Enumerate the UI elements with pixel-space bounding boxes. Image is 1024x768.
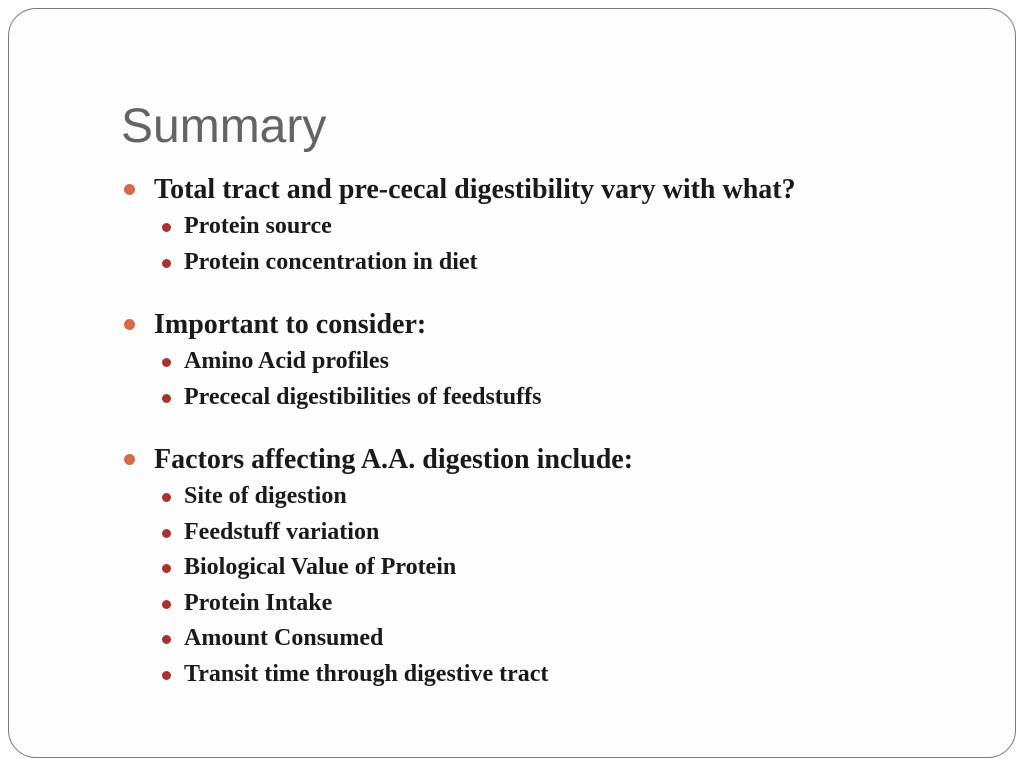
bullet-section-3 [121, 441, 1001, 692]
sub-bullet-text: Prececal digestibilities of feedstuffs [184, 383, 542, 410]
sub-bullet-item [154, 657, 1001, 693]
sub-bullet-item [154, 515, 1001, 551]
sub-bullet-dot-icon [162, 394, 171, 403]
bullet-dot-icon [124, 319, 135, 330]
sub-bullet-text: Protein Intake [184, 589, 333, 616]
sub-bullet-text: Amount Consumed [184, 625, 384, 651]
sub-bullet-dot-icon [162, 259, 171, 268]
sub-bullet-item [154, 550, 1001, 586]
sub-bullet-item [154, 344, 1001, 380]
sub-bullet-dot-icon [162, 358, 171, 367]
section-heading: Important to consider: [154, 309, 427, 340]
slide [8, 8, 1016, 758]
bullet-section-2 [121, 306, 1001, 415]
bullet-list [121, 171, 1001, 692]
sub-bullet-item [154, 586, 1001, 622]
sub-bullet-dot-icon [162, 600, 171, 609]
sub-bullet-text: Protein source [184, 213, 332, 239]
sub-bullet-dot-icon [162, 635, 171, 644]
bullet-section-1 [121, 171, 1001, 280]
sub-bullet-text: Site of digestion [184, 483, 347, 509]
sub-bullet-text: Amino Acid profiles [184, 348, 389, 374]
sub-bullet-item [154, 380, 1001, 416]
sub-bullet-item [154, 245, 1001, 281]
sub-bullet-dot-icon [162, 671, 171, 680]
section-heading: Total tract and pre-cecal digestibility vary with what? [154, 174, 796, 205]
sub-bullet-dot-icon [162, 223, 171, 232]
sub-bullet-item [154, 479, 1001, 515]
sub-bullet-text: Biological Value of Protein [184, 554, 457, 580]
sub-bullet-dot-icon [162, 529, 171, 538]
sub-bullet-list [121, 479, 1001, 692]
sub-bullet-text: Protein concentration in diet [184, 248, 478, 275]
sub-bullet-dot-icon [162, 564, 171, 573]
bullet-dot-icon [124, 184, 135, 195]
sub-bullet-text: Feedstuff variation [184, 518, 380, 545]
sub-bullet-list [121, 209, 1001, 280]
sub-bullet-dot-icon [162, 493, 171, 502]
sub-bullet-text: Transit time through digestive tract [184, 660, 549, 687]
slide-title: Summary [121, 100, 327, 153]
sub-bullet-list [121, 344, 1001, 415]
bullet-dot-icon [124, 454, 135, 465]
sub-bullet-item [154, 621, 1001, 657]
section-heading: Factors affecting A.A. digestion include: [154, 444, 634, 475]
sub-bullet-item [154, 209, 1001, 245]
